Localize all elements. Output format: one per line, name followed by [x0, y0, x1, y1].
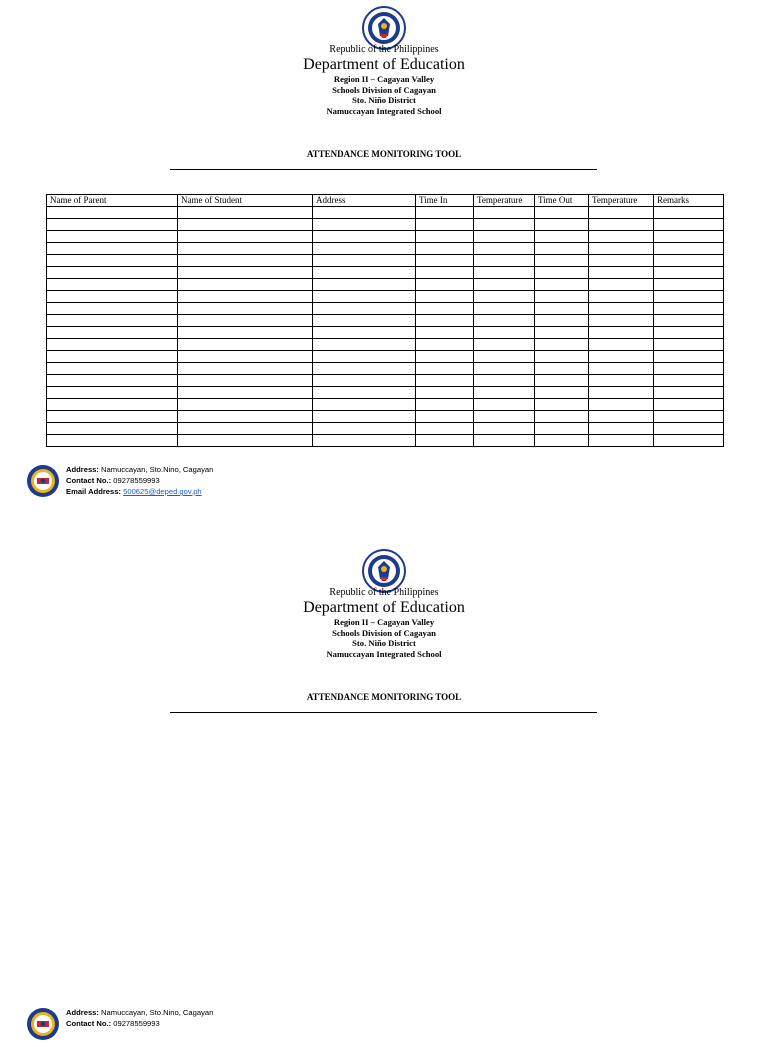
table-cell[interactable]: [313, 303, 416, 315]
table-cell[interactable]: [535, 399, 589, 411]
table-cell[interactable]: [416, 231, 474, 243]
table-cell[interactable]: [589, 231, 654, 243]
table-cell[interactable]: [589, 375, 654, 387]
table-cell[interactable]: [535, 411, 589, 423]
table-cell[interactable]: [416, 291, 474, 303]
table-row: [47, 423, 724, 435]
table-cell[interactable]: [313, 411, 416, 423]
table-cell[interactable]: [589, 351, 654, 363]
table-cell[interactable]: [178, 267, 313, 279]
school-text: Namuccayan Integrated School: [326, 648, 442, 659]
col-header-address: Address: [313, 195, 416, 207]
table-cell[interactable]: [474, 423, 535, 435]
email-label: Email Address:: [66, 487, 122, 496]
form-title: ATTENDANCE MONITORING TOOL: [306, 692, 462, 702]
table-row: [47, 411, 724, 423]
table-cell[interactable]: [178, 231, 313, 243]
table-cell[interactable]: [474, 231, 535, 243]
table-cell[interactable]: [178, 327, 313, 339]
table-row: [47, 255, 724, 267]
table-cell[interactable]: [535, 387, 589, 399]
table-cell[interactable]: [535, 279, 589, 291]
title-underline: [170, 712, 597, 713]
table-cell[interactable]: [474, 279, 535, 291]
table-cell[interactable]: [416, 399, 474, 411]
table-cell[interactable]: [654, 363, 724, 375]
table-cell[interactable]: [178, 351, 313, 363]
table-cell[interactable]: [654, 327, 724, 339]
col-header-remarks: Remarks: [654, 195, 724, 207]
table-cell[interactable]: [535, 315, 589, 327]
school-logo-icon: [26, 1007, 60, 1041]
school-logo-icon: [26, 464, 60, 498]
department-title: Department of Education: [303, 599, 465, 616]
table-cell[interactable]: [589, 207, 654, 219]
table-cell[interactable]: [313, 435, 416, 447]
table-cell[interactable]: [178, 291, 313, 303]
table-cell[interactable]: [47, 315, 178, 327]
table-cell[interactable]: [178, 363, 313, 375]
table-cell[interactable]: [474, 303, 535, 315]
table-cell[interactable]: [589, 315, 654, 327]
table-cell[interactable]: [178, 219, 313, 231]
table-cell[interactable]: [178, 411, 313, 423]
table-cell[interactable]: [416, 375, 474, 387]
table-cell[interactable]: [654, 423, 724, 435]
table-row: [47, 327, 724, 339]
table-cell[interactable]: [178, 339, 313, 351]
table-cell[interactable]: [178, 207, 313, 219]
school-text: Namuccayan Integrated School: [326, 105, 442, 116]
table-cell[interactable]: [47, 435, 178, 447]
table-row: [47, 267, 724, 279]
table-cell[interactable]: [47, 267, 178, 279]
table-row: [47, 363, 724, 375]
table-cell[interactable]: [474, 315, 535, 327]
table-cell[interactable]: [178, 423, 313, 435]
col-header-student: Name of Student: [178, 195, 313, 207]
table-cell[interactable]: [589, 303, 654, 315]
table-cell[interactable]: [654, 231, 724, 243]
table-cell[interactable]: [313, 375, 416, 387]
table-cell[interactable]: [654, 351, 724, 363]
table-cell[interactable]: [178, 303, 313, 315]
table-cell[interactable]: [589, 423, 654, 435]
table-row: [47, 279, 724, 291]
col-header-parent: Name of Parent: [47, 195, 178, 207]
division-text: Schools Division of Cagayan: [332, 627, 436, 638]
table-cell[interactable]: [47, 327, 178, 339]
table-cell[interactable]: [47, 423, 178, 435]
table-cell[interactable]: [535, 303, 589, 315]
table-row: [47, 375, 724, 387]
table-cell[interactable]: [654, 255, 724, 267]
table-cell[interactable]: [47, 279, 178, 291]
division-text: Schools Division of Cagayan: [332, 84, 436, 95]
table-cell[interactable]: [535, 291, 589, 303]
region-text: Region II – Cagayan Valley: [333, 617, 435, 627]
table-cell[interactable]: [474, 339, 535, 351]
table-cell[interactable]: [654, 243, 724, 255]
table-cell[interactable]: [313, 291, 416, 303]
table-cell[interactable]: [416, 315, 474, 327]
table-cell[interactable]: [313, 387, 416, 399]
table-cell[interactable]: [654, 435, 724, 447]
table-cell[interactable]: [474, 207, 535, 219]
table-cell[interactable]: [535, 435, 589, 447]
table-cell[interactable]: [589, 435, 654, 447]
footer: [26, 1007, 326, 1047]
table-cell[interactable]: [654, 207, 724, 219]
table-cell[interactable]: [47, 339, 178, 351]
table-cell[interactable]: [178, 375, 313, 387]
table-cell[interactable]: [589, 291, 654, 303]
table-row: [47, 231, 724, 243]
table-cell[interactable]: [47, 387, 178, 399]
table-cell[interactable]: [474, 219, 535, 231]
table-cell[interactable]: [654, 387, 724, 399]
table-cell[interactable]: [47, 411, 178, 423]
table-cell[interactable]: [313, 315, 416, 327]
table-cell[interactable]: [535, 207, 589, 219]
table-cell[interactable]: [47, 231, 178, 243]
table-cell[interactable]: [47, 351, 178, 363]
table-cell[interactable]: [589, 399, 654, 411]
table-header-row: [47, 195, 724, 207]
table-cell[interactable]: [47, 363, 178, 375]
table-cell[interactable]: [589, 339, 654, 351]
table-cell[interactable]: [654, 315, 724, 327]
table-cell[interactable]: [416, 363, 474, 375]
table-row: [47, 339, 724, 351]
table-cell[interactable]: [589, 411, 654, 423]
table-cell[interactable]: [474, 327, 535, 339]
table-cell[interactable]: [589, 219, 654, 231]
table-cell[interactable]: [589, 243, 654, 255]
table-cell[interactable]: [654, 267, 724, 279]
table-row: [47, 435, 724, 447]
contact-value: 09278559993: [111, 1019, 160, 1028]
table-cell[interactable]: [416, 303, 474, 315]
table-cell[interactable]: [589, 327, 654, 339]
form-title: ATTENDANCE MONITORING TOOL: [306, 149, 462, 159]
table-cell[interactable]: [178, 255, 313, 267]
table-cell[interactable]: [47, 207, 178, 219]
republic-text: Republic of the Philippines: [329, 44, 439, 55]
col-header-temperature-out: Temperature: [589, 195, 654, 207]
table-cell[interactable]: [313, 339, 416, 351]
address-value: Namuccayan, Sto.Nino, Cagayan: [98, 1008, 214, 1017]
table-cell[interactable]: [313, 267, 416, 279]
table-cell[interactable]: [178, 279, 313, 291]
table-cell[interactable]: [654, 219, 724, 231]
table-body: [47, 207, 724, 447]
table-cell[interactable]: [535, 339, 589, 351]
contact-label: Contact No.:: [66, 1019, 112, 1028]
contact-value: 09278559993: [111, 476, 160, 485]
table-cell[interactable]: [313, 255, 416, 267]
table-cell[interactable]: [535, 219, 589, 231]
table-cell[interactable]: [535, 351, 589, 363]
republic-text: Republic of the Philippines: [329, 587, 439, 598]
table-cell[interactable]: [47, 219, 178, 231]
table-row: [47, 207, 724, 219]
table-cell[interactable]: [474, 291, 535, 303]
attendance-table: [46, 194, 724, 447]
table-cell[interactable]: [313, 351, 416, 363]
footer-email-line: [66, 486, 213, 497]
table-cell[interactable]: [313, 219, 416, 231]
table-cell[interactable]: [313, 207, 416, 219]
table-cell[interactable]: [654, 279, 724, 291]
contact-label: Contact No.:: [66, 476, 112, 485]
col-header-time-in: Time In: [416, 195, 474, 207]
table-cell[interactable]: [47, 399, 178, 411]
table-cell[interactable]: [178, 243, 313, 255]
table-cell[interactable]: [589, 363, 654, 375]
table-cell[interactable]: [589, 255, 654, 267]
table-cell[interactable]: [47, 243, 178, 255]
table-cell[interactable]: [535, 243, 589, 255]
table-row: [47, 399, 724, 411]
table-cell[interactable]: [178, 435, 313, 447]
table-cell[interactable]: [416, 267, 474, 279]
table-cell[interactable]: [178, 387, 313, 399]
table-cell[interactable]: [474, 435, 535, 447]
table-cell[interactable]: [474, 399, 535, 411]
table-cell[interactable]: [535, 267, 589, 279]
table-cell[interactable]: [47, 303, 178, 315]
table-cell[interactable]: [535, 423, 589, 435]
table-cell[interactable]: [416, 387, 474, 399]
table-cell[interactable]: [474, 363, 535, 375]
table-cell[interactable]: [535, 231, 589, 243]
table-cell[interactable]: [654, 375, 724, 387]
table-cell[interactable]: [654, 303, 724, 315]
footer-address-line: [66, 464, 213, 475]
table-cell[interactable]: [416, 207, 474, 219]
table-cell[interactable]: [474, 255, 535, 267]
table-cell[interactable]: [654, 339, 724, 351]
table-cell[interactable]: [416, 435, 474, 447]
table-cell[interactable]: [313, 327, 416, 339]
table-cell[interactable]: [416, 339, 474, 351]
title-underline: [170, 169, 597, 170]
table-cell[interactable]: [589, 279, 654, 291]
table-row: [47, 315, 724, 327]
table-cell[interactable]: [313, 423, 416, 435]
footer-contact-line: [66, 475, 213, 486]
table-cell[interactable]: [416, 243, 474, 255]
table-cell[interactable]: [416, 351, 474, 363]
table-cell[interactable]: [654, 411, 724, 423]
table-cell[interactable]: [313, 231, 416, 243]
table-cell[interactable]: [416, 423, 474, 435]
footer: [26, 464, 326, 504]
address-label: Address:: [66, 465, 99, 474]
table-cell[interactable]: [654, 291, 724, 303]
district-text: Sto. Niño District: [352, 638, 416, 648]
table-cell[interactable]: [474, 375, 535, 387]
address-label: Address:: [66, 1008, 99, 1017]
table-cell[interactable]: [416, 219, 474, 231]
col-header-time-out: Time Out: [535, 195, 589, 207]
table-row: [47, 303, 724, 315]
department-title: Department of Education: [303, 56, 465, 73]
table-cell[interactable]: [47, 255, 178, 267]
table-cell[interactable]: [589, 267, 654, 279]
email-link[interactable]: 500625@deped.gov.ph: [123, 487, 202, 496]
table-cell[interactable]: [416, 327, 474, 339]
table-cell[interactable]: [535, 375, 589, 387]
footer-address-line: [66, 1007, 213, 1018]
table-cell[interactable]: [474, 387, 535, 399]
table-cell[interactable]: [178, 399, 313, 411]
col-header-temperature-in: Temperature: [474, 195, 535, 207]
region-text: Region II – Cagayan Valley: [333, 74, 435, 84]
table-cell[interactable]: [313, 363, 416, 375]
table-cell[interactable]: [313, 399, 416, 411]
table-cell[interactable]: [416, 255, 474, 267]
table-cell[interactable]: [474, 411, 535, 423]
table-cell[interactable]: [313, 279, 416, 291]
table-row: [47, 291, 724, 303]
district-text: Sto. Niño District: [352, 95, 416, 105]
table-cell[interactable]: [416, 411, 474, 423]
table-cell[interactable]: [313, 243, 416, 255]
table-cell[interactable]: [474, 351, 535, 363]
table-cell[interactable]: [474, 243, 535, 255]
table-row: [47, 219, 724, 231]
table-cell[interactable]: [535, 363, 589, 375]
table-cell[interactable]: [589, 387, 654, 399]
table-row: [47, 243, 724, 255]
address-value: Namuccayan, Sto.Nino, Cagayan: [98, 465, 214, 474]
table-cell[interactable]: [474, 267, 535, 279]
table-cell[interactable]: [535, 255, 589, 267]
table-cell[interactable]: [47, 375, 178, 387]
table-cell[interactable]: [47, 291, 178, 303]
table-cell[interactable]: [178, 315, 313, 327]
table-row: [47, 351, 724, 363]
table-cell[interactable]: [535, 327, 589, 339]
table-row: [47, 387, 724, 399]
table-cell[interactable]: [654, 399, 724, 411]
table-cell[interactable]: [416, 279, 474, 291]
